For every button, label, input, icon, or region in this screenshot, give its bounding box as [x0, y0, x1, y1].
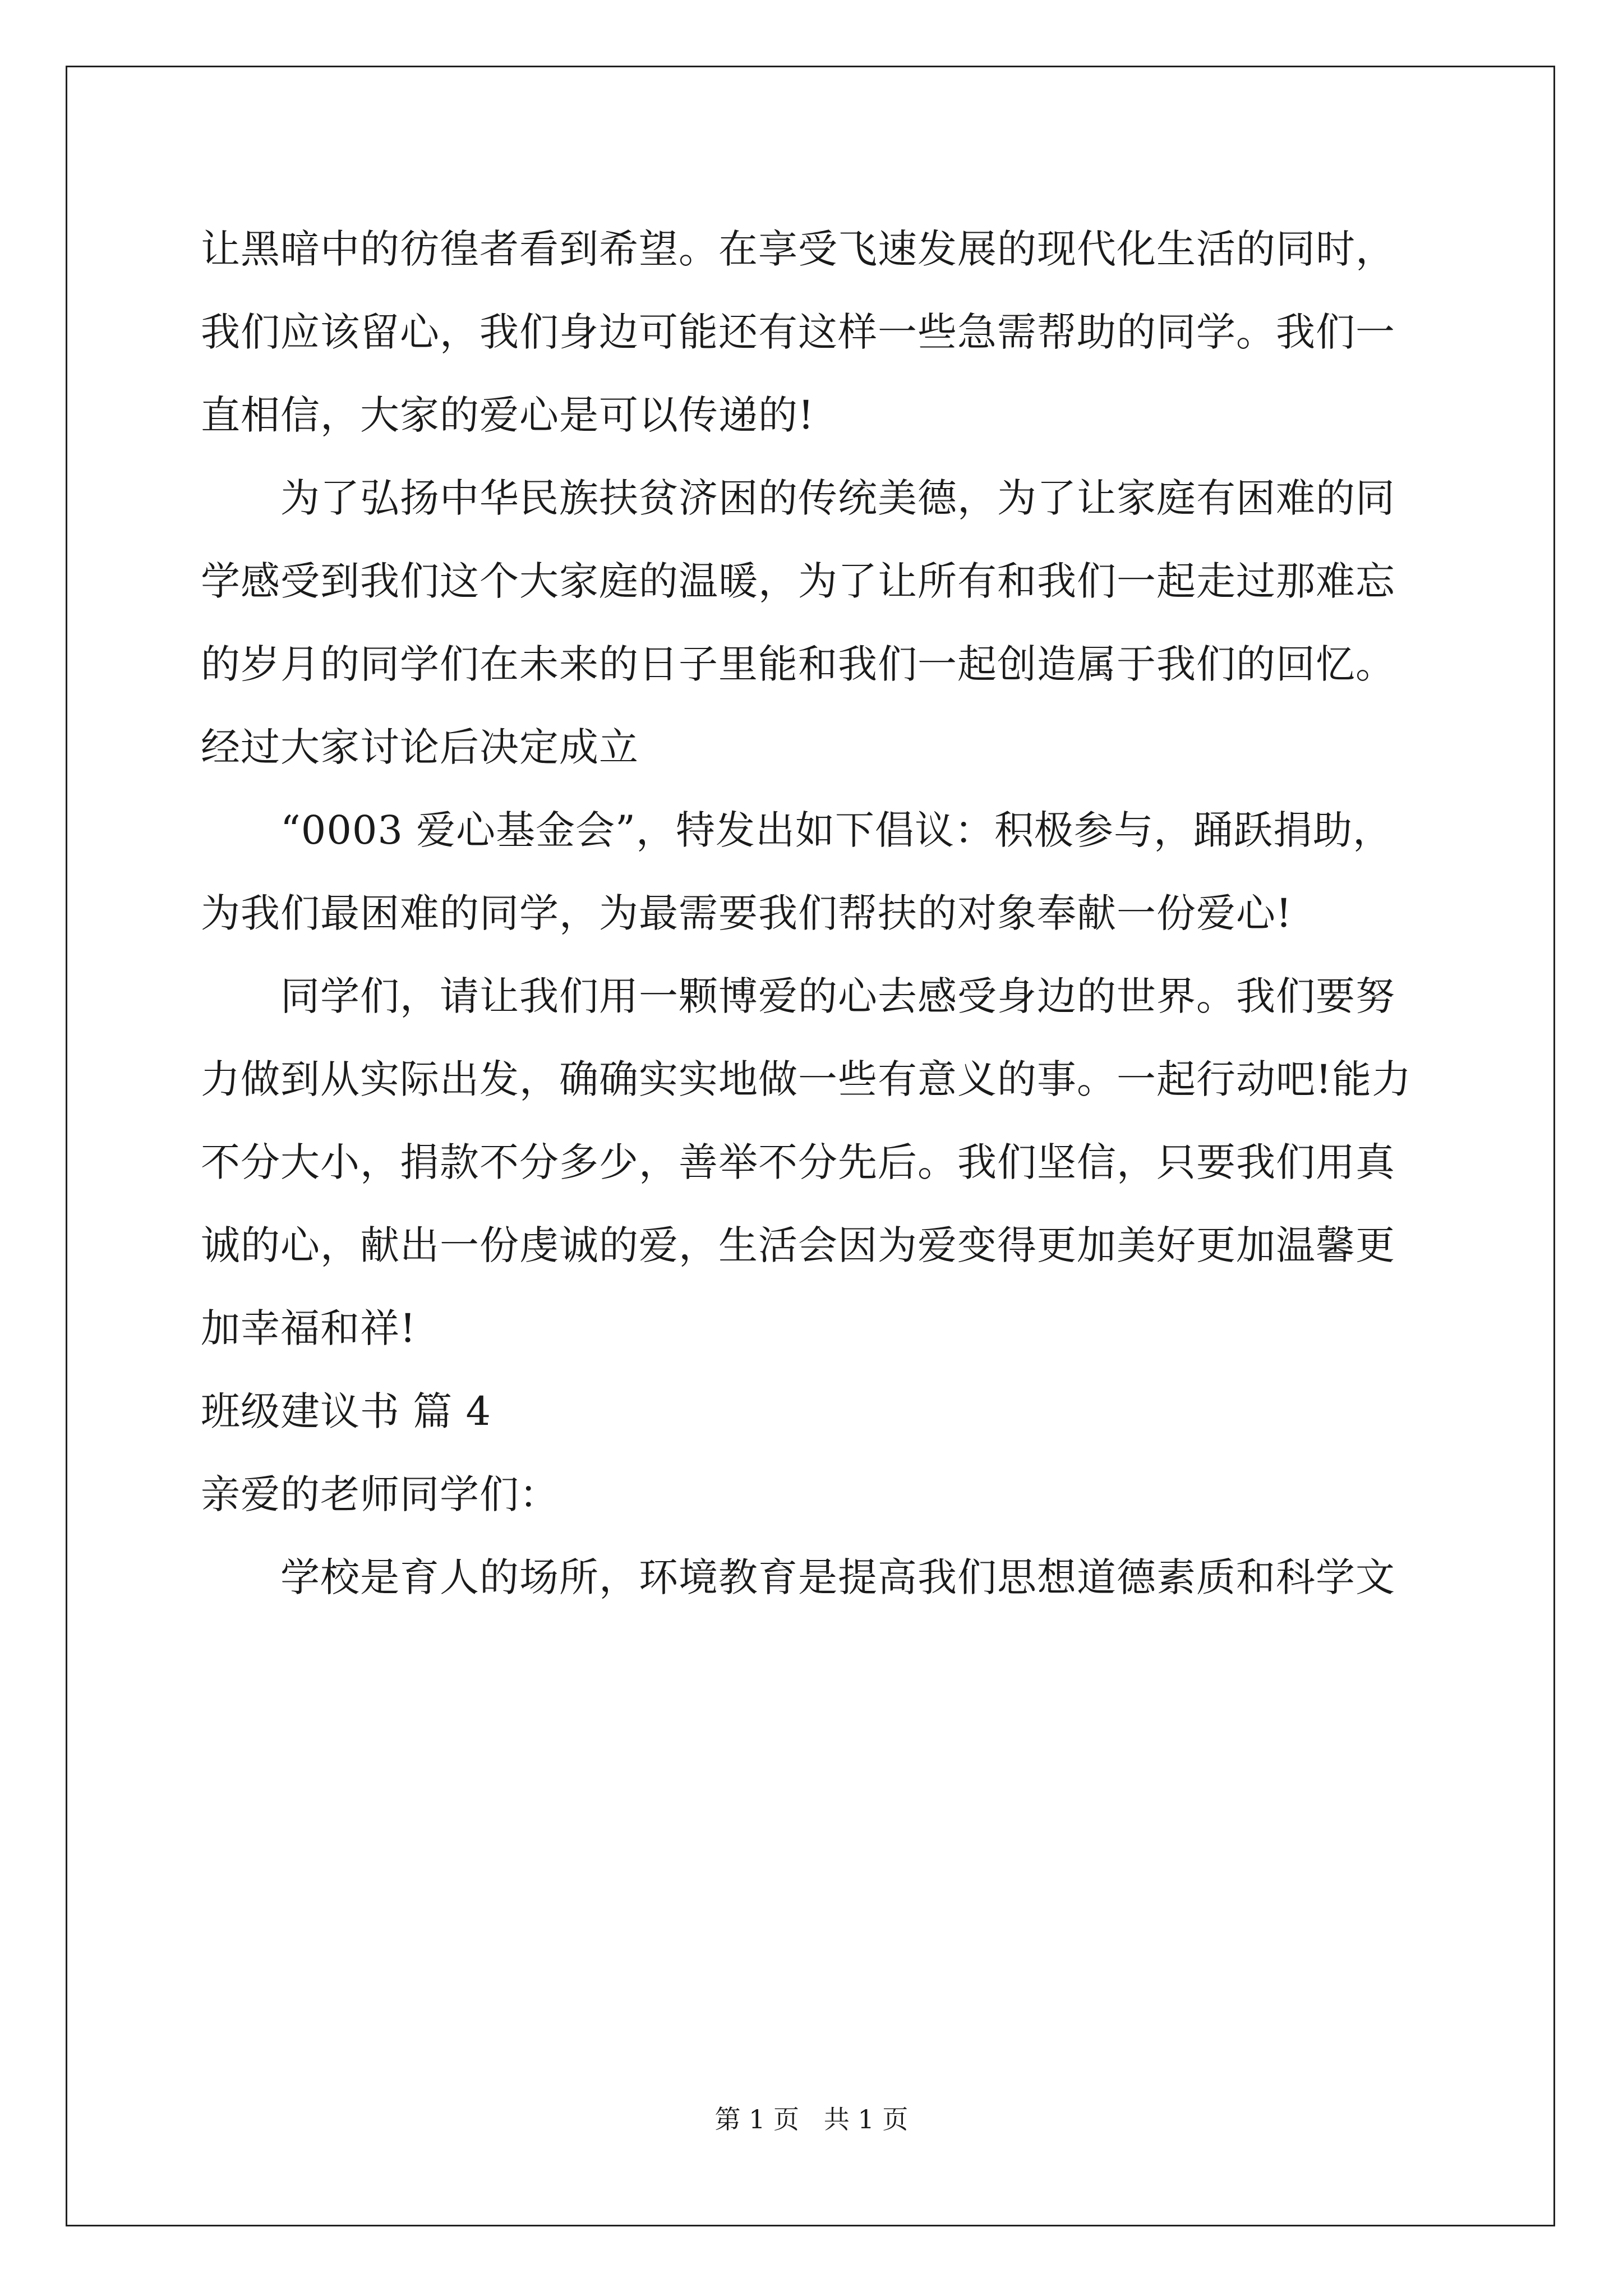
text-line: 学感受到我们这个大家庭的温暖，为了让所有和我们一起走过那难忘	[201, 558, 1395, 604]
text-line: 为了弘扬中华民族扶贫济困的传统美德，为了让家庭有困难的同	[280, 475, 1395, 521]
section-heading: 班级建议书 篇 4	[201, 1388, 492, 1434]
text-line: 加幸福和祥!	[201, 1305, 417, 1351]
text-line: 学校是育人的场所，环境教育是提高我们思想道德素质和科学文	[280, 1554, 1395, 1600]
text-line: 直相信，大家的爱心是可以传递的!	[201, 392, 815, 438]
document-body	[201, 208, 1435, 1619]
text-line: 不分大小，捐款不分多少，善举不分先后。我们坚信，只要我们用真	[201, 1139, 1395, 1185]
text-line: 的岁月的同学们在未来的日子里能和我们一起创造属于我们的回忆。	[201, 641, 1395, 687]
page-footer: 第 1 页 共 1 页	[714, 2104, 909, 2134]
text-line: “0003 爱心基金会”，特发出如下倡议：积极参与，踊跃捐助，	[280, 807, 1393, 853]
text-line: 力做到从实际出发，确确实实地做一些有意义的事。一起行动吧!能力	[201, 1056, 1412, 1102]
text-line: 我们应该留心，我们身边可能还有这样一些急需帮助的同学。我们一	[201, 309, 1395, 355]
text-line: 经过大家讨论后决定成立	[201, 724, 639, 770]
text-line: 同学们，请让我们用一颗博爱的心去感受身边的世界。我们要努	[280, 973, 1395, 1019]
text-line: 为我们最困难的同学，为最需要我们帮扶的对象奉献一份爱心!	[201, 890, 1293, 936]
text-line: 让黑暗中的彷徨者看到希望。在享受飞速发展的现代化生活的同时，	[201, 226, 1395, 272]
salutation: 亲爱的老师同学们：	[201, 1471, 559, 1517]
text-line: 诚的心，献出一份虔诚的爱，生活会因为爱变得更加美好更加温馨更	[201, 1222, 1395, 1268]
